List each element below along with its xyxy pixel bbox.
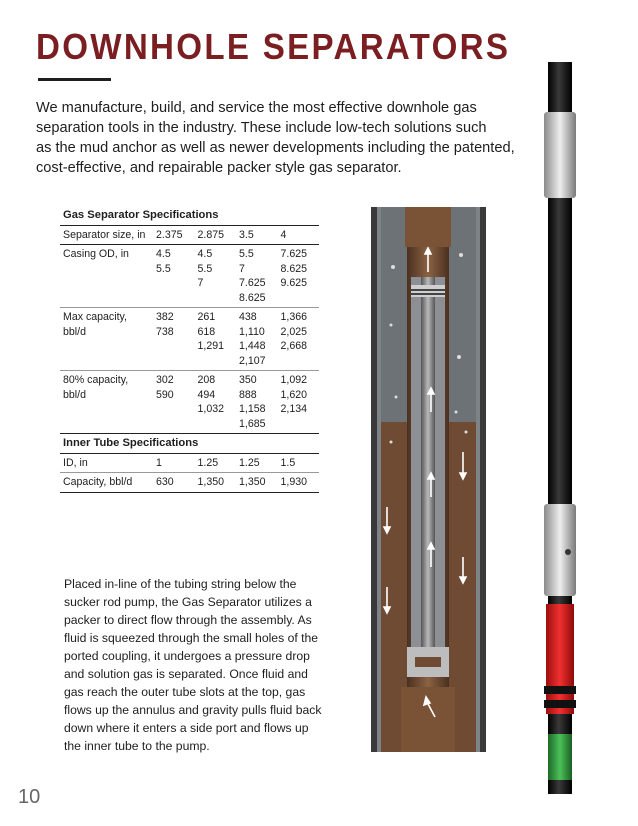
- intro-line: as the mud anchor as well as newer developments including the patented,: [36, 140, 515, 156]
- description-line: gas reach the outer tube slots at the top, gas: [64, 685, 306, 699]
- table-cell: 1,930: [278, 473, 320, 493]
- description-line: Placed in-line of the tubing string below the: [64, 577, 297, 591]
- intro-line: cost-effective, and repairable packer style gas separator.: [36, 160, 402, 176]
- description-line: flows up the annulus and gravity pulls fluid back: [64, 703, 322, 717]
- column-header: 4: [278, 225, 320, 245]
- description-line: ported coupling, it undergoes a pressure drop: [64, 649, 310, 663]
- table-cell: 350 888 1,158 1,685: [236, 371, 278, 434]
- gas-separator-tool-illustration: [538, 62, 588, 794]
- table-cell: 1,350: [236, 473, 278, 493]
- column-header: 2.375: [153, 225, 195, 245]
- description-line: the inner tube to the pump.: [64, 739, 210, 753]
- table-cell: 1.25: [195, 453, 237, 473]
- table-cell: 1,092 1,620 2,134: [278, 371, 320, 434]
- column-header: 2.875: [195, 225, 237, 245]
- row-label: ID, in: [60, 453, 153, 473]
- table-cell: 208 494 1,032: [195, 371, 237, 434]
- description-line: and solution gas is separated. Once fluid and: [64, 667, 308, 681]
- table-cell: 1: [153, 453, 195, 473]
- column-header: Separator size, in: [60, 225, 153, 245]
- title-underline: [38, 78, 111, 81]
- description-line: sucker rod pump, the Gas Separator utilizes a: [64, 595, 312, 609]
- gas-separator-cutaway-illustration: [371, 207, 486, 752]
- table-row: [60, 308, 319, 371]
- table-row: [60, 371, 319, 434]
- table-title: Gas Separator Specifications: [60, 206, 319, 225]
- description-line: down where it enters a side port and flows up: [64, 721, 309, 735]
- row-label: Casing OD, in: [60, 245, 153, 308]
- table-cell: 1.5: [278, 453, 320, 473]
- intro-paragraph: [36, 98, 515, 178]
- intro-line: separation tools in the industry. These include low-tech solutions such: [36, 120, 487, 136]
- table-cell: 5.5 7 7.625 8.625: [236, 245, 278, 308]
- table-cell: 4.5 5.5: [153, 245, 195, 308]
- page-title: DOWNHOLE SEPARATORS: [36, 26, 511, 67]
- row-label: Max capacity, bbl/d: [60, 308, 153, 371]
- table-cell: 1.25: [236, 453, 278, 473]
- inner-tube-title: Inner Tube Specifications: [60, 434, 319, 454]
- table-header-row: [60, 225, 319, 245]
- column-header: 3.5: [236, 225, 278, 245]
- table-row: [60, 473, 319, 493]
- table-row: [60, 245, 319, 308]
- description-paragraph: [64, 575, 354, 755]
- table-cell: 1,350: [195, 473, 237, 493]
- row-label: 80% capacity, bbl/d: [60, 371, 153, 434]
- specifications-table: [60, 206, 319, 493]
- page-number: 10: [18, 786, 41, 808]
- table-cell: 261 618 1,291: [195, 308, 237, 371]
- description-line: fluid is squeezed through the small holes of the: [64, 631, 319, 645]
- table-cell: 4.5 5.5 7: [195, 245, 237, 308]
- table-row: [60, 453, 319, 473]
- table-cell: 1,366 2,025 2,668: [278, 308, 320, 371]
- table-cell: 7.625 8.625 9.625: [278, 245, 320, 308]
- table-cell: 438 1,110 1,448 2,107: [236, 308, 278, 371]
- table-cell: 302 590: [153, 371, 195, 434]
- intro-line: We manufacture, build, and service the most effective downhole gas: [36, 100, 477, 116]
- description-line: packer to direct flow through the assembly. As: [64, 613, 312, 627]
- row-label: Capacity, bbl/d: [60, 473, 153, 493]
- table-cell: 382 738: [153, 308, 195, 371]
- table-cell: 630: [153, 473, 195, 493]
